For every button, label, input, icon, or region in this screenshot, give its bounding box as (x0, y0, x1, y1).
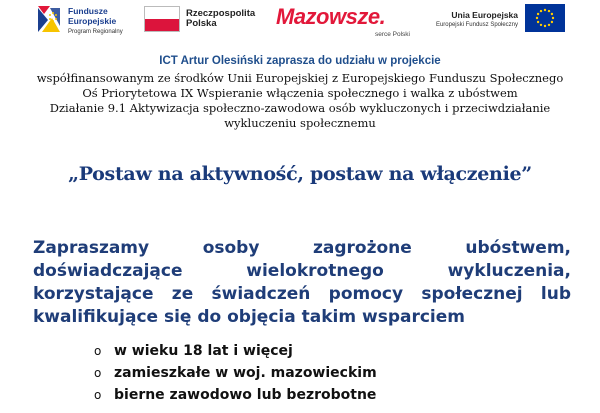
rzeczpospolita-polska-logo (144, 4, 268, 40)
fundusze-europejskie-logo (36, 4, 136, 40)
eu-star-icon (536, 17, 538, 19)
rp-line1: Rzeczpospolita (186, 8, 256, 19)
eu-star-icon (544, 9, 546, 11)
bullet-marker: o (94, 388, 102, 402)
eu-funds-line1: Fundusze (68, 6, 108, 16)
fundusze-europejskie-emblem-icon (36, 4, 62, 34)
eu-star-icon (551, 21, 553, 23)
eu-star-icon (537, 21, 539, 23)
list-item (94, 362, 377, 384)
bullet-marker: o (94, 344, 102, 358)
rp-line2: Polska (186, 18, 217, 29)
eu-star-icon (552, 17, 554, 19)
intro-line-3: Działanie 9.1 Aktywizacja społeczno-zawodowa osób wykluczonych i przeciwdziałanie (49, 101, 551, 115)
eu-star-icon (544, 25, 546, 27)
eu-star-icon (540, 10, 542, 12)
eu-star-icon (551, 13, 553, 15)
eu-star-icon (548, 24, 550, 26)
eu-funds-line3: Program Regionalny (68, 29, 123, 35)
organizer-line: ICT Artur Olesiński zaprasza do udziału w projekcie (159, 55, 441, 67)
eu-star-icon (548, 10, 550, 12)
bullet-marker: o (94, 366, 102, 380)
list-item-text: zamieszkałe w woj. mazowieckim (114, 365, 377, 381)
ue-line2: Europejski Fundusz Społeczny (435, 22, 518, 28)
eligibility-list (94, 340, 377, 406)
intro-line-4: wykluczeniu społecznemu (224, 116, 376, 130)
list-item (94, 340, 377, 362)
logo-strip (0, 0, 600, 48)
intro-line-2: Oś Priorytetowa IX Wspieranie włączenia społecznego i walka z ubóstwem (82, 86, 518, 100)
list-item (94, 384, 377, 406)
ue-line1: Unia Europejska (451, 10, 518, 20)
list-item-text: bierne zawodowo lub bezrobotne (114, 387, 377, 403)
eu-funds-line2: Europejskie (68, 16, 117, 26)
mazowsze-wordmark: Mazowsze. (276, 4, 386, 29)
polish-flag-icon (144, 6, 180, 32)
lead-paragraph: Zapraszamy osoby zagrożone ubóstwem, doświadczające wielokrotnego wykluczenia, korzystające ze świadczeń pomocy społecznej lub kwalifikujące się do objęcia takim wsparciem (33, 238, 571, 327)
list-item-text: w wieku 18 lat i więcej (114, 343, 293, 359)
eu-star-icon (537, 13, 539, 15)
mazowsze-logo (276, 4, 410, 40)
eu-flag-icon (525, 4, 565, 32)
mazowsze-tagline: serce Polski (374, 31, 410, 38)
intro-line-1: współfinansowanym ze środków Unii Europejskiej z Europejskiego Funduszu Społecznego (36, 71, 564, 85)
project-headline: „Postaw na aktywność, postaw na włączenie” (68, 163, 532, 185)
unia-europejska-logo (426, 4, 566, 40)
eu-star-icon (540, 24, 542, 26)
